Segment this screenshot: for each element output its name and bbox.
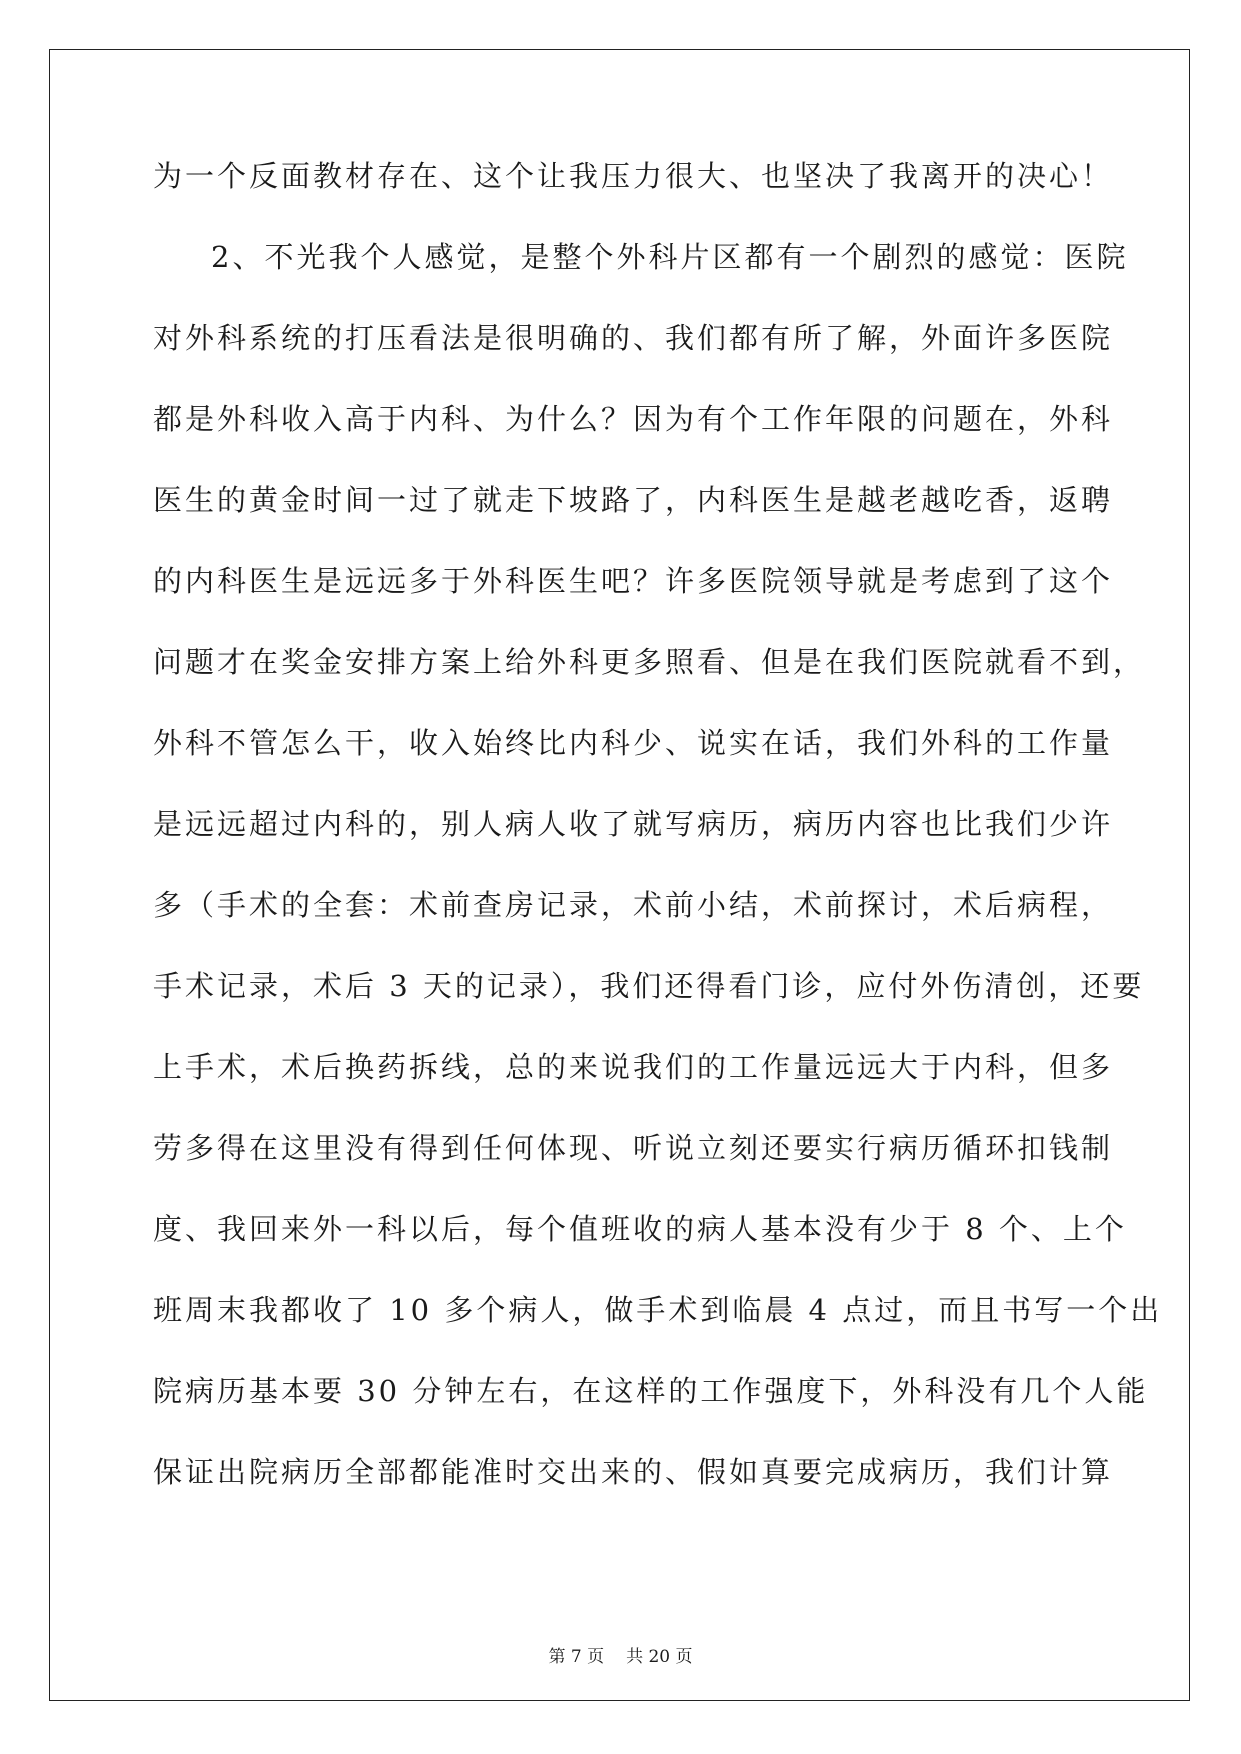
text-line: 保证出院病历全部都能准时交出来的、假如真要完成病历，我们计算	[153, 1455, 1114, 1489]
text-line: 医生的黄金时间一过了就走下坡路了，内科医生是越老越吃香，返聘	[153, 483, 1114, 517]
text-line: 问题才在奖金安排方案上给外科更多照看、但是在我们医院就看不到，	[153, 645, 1146, 679]
text-line: 劳多得在这里没有得到任何体现、听说立刻还要实行病历循环扣钱制	[153, 1131, 1114, 1165]
text-line: 院病历基本要 30 分钟左右，在这样的工作强度下，外科没有几个人能	[153, 1374, 1149, 1408]
page-total: 共 20 页	[626, 1647, 693, 1667]
text-line: 的内科医生是远远多于外科医生吧？许多医院领导就是考虑到了这个	[153, 564, 1114, 598]
text-line: 多（手术的全套：术前查房记录，术前小结，术前探讨，术后病程，	[153, 888, 1114, 922]
text-line: 是远远超过内科的，别人病人收了就写病历，病历内容也比我们少许	[153, 807, 1114, 841]
page-number: 第 7 页	[548, 1647, 605, 1667]
text-line: 为一个反面教材存在、这个让我压力很大、也坚决了我离开的决心！	[153, 159, 1114, 193]
text-line: 2、不光我个人感觉，是整个外科片区都有一个剧烈的感觉：医院	[211, 240, 1129, 274]
text-line: 班周末我都收了 10 多个病人，做手术到临晨 4 点过，而且书写一个出	[153, 1293, 1163, 1327]
page-footer	[0, 1642, 1241, 1667]
text-line: 上手术，术后换药拆线，总的来说我们的工作量远远大于内科，但多	[153, 1050, 1114, 1084]
text-line: 外科不管怎么干，收入始终比内科少、说实在话，我们外科的工作量	[153, 726, 1114, 760]
text-line: 手术记录，术后 3 天的记录），我们还得看门诊，应付外伤清创，还要	[153, 969, 1145, 1003]
text-line: 对外科系统的打压看法是很明确的、我们都有所了解，外面许多医院	[153, 321, 1114, 355]
text-line: 都是外科收入高于内科、为什么？因为有个工作年限的问题在，外科	[153, 402, 1114, 436]
text-line: 度、我回来外一科以后，每个值班收的病人基本没有少于 8 个、上个	[153, 1212, 1127, 1246]
document-body	[153, 159, 1163, 1537]
